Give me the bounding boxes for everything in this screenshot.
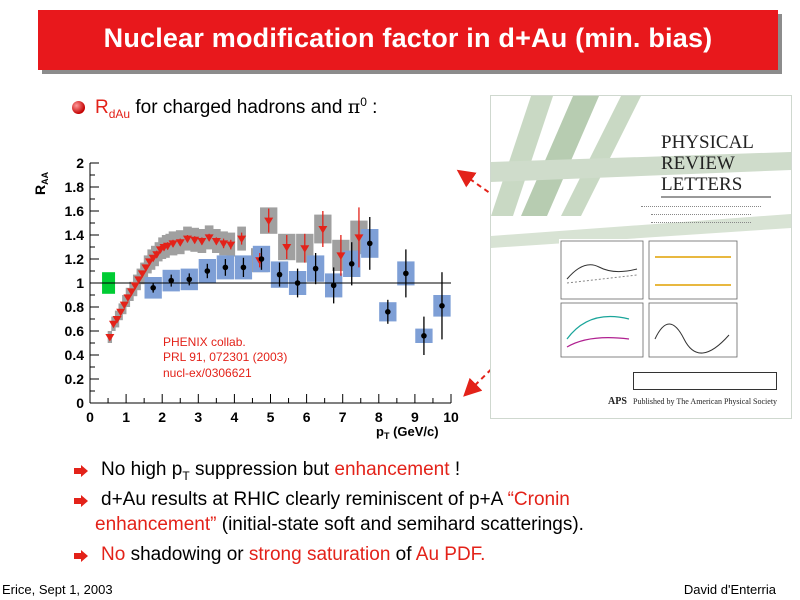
bullet-arrow-icon [74, 550, 88, 562]
bullet-3-red1: No [101, 544, 126, 565]
pi-superscript: 0 [360, 95, 367, 109]
bullet-1-mid: suppression but [189, 459, 335, 480]
bullet-arrow-icon [74, 465, 88, 477]
y-tick-label: 1.2 [64, 251, 84, 267]
x-tick-label: 10 [443, 409, 459, 425]
bullet-3-mid1: shadowing or [125, 544, 249, 565]
y-axis-label: $R_{AA}$ [32, 171, 50, 195]
annotation-collab: PHENIX collab. [163, 335, 246, 349]
r-subscript: dAu [108, 107, 131, 121]
y-tick-label: 0.2 [64, 371, 84, 387]
bullet-2-post: (initial-state soft and semihard scatterings). [216, 514, 584, 535]
x-tick-label: 7 [338, 409, 347, 425]
bullet-2-red2: enhancement” [95, 514, 217, 535]
x-tick-label: 1 [122, 409, 130, 425]
bullet-3-red2: strong saturation [248, 544, 391, 565]
y-tick-label: 1.8 [64, 179, 84, 195]
bullet-2-pre: d+Au results at RHIC clearly reminiscent of p+A [101, 489, 508, 510]
journal-thumbnail-plots [559, 239, 739, 359]
journal-title [661, 132, 754, 195]
x-tick-label: 0 [86, 409, 94, 425]
y-tick-label: 0.8 [64, 299, 84, 315]
x-tick-label: 3 [194, 409, 203, 425]
bullet-3-mid2: of [390, 544, 416, 565]
pi-symbol: π [347, 96, 361, 118]
bullet-1-pre: No high p [101, 459, 183, 480]
slide-title: Nuclear modification factor in d+Au (min. bias) [103, 23, 713, 53]
x-tick-label: 8 [374, 409, 383, 425]
intro-colon: : [366, 97, 378, 118]
y-tick-label: 2 [76, 155, 84, 171]
y-tick-label: 0 [76, 395, 84, 411]
annotation-reference: PRL 91, 072301 (2003) [163, 350, 288, 364]
x-tick-label: 6 [302, 409, 311, 425]
bullet-3 [101, 544, 485, 566]
journal-publisher: Published by The American Physical Society [633, 397, 778, 406]
bullet-1 [101, 459, 460, 483]
journal-title-line1: PHYSICAL [661, 132, 754, 153]
y-tick-label: 1 [76, 275, 84, 291]
x-tick-label: 4 [230, 409, 239, 425]
bullet-3-red3: Au PDF. [415, 544, 486, 565]
y-tick-label: 0.6 [64, 323, 84, 339]
bullet-2-line2 [95, 514, 584, 536]
journal-cover [490, 95, 792, 419]
y-tick-label: 1.6 [64, 203, 84, 219]
y-tick-label: 0.4 [64, 347, 84, 363]
bullet-1-sub: T [182, 469, 190, 483]
x-tick-label: 9 [411, 409, 419, 425]
annotation-arxiv: nucl-ex/0306621 [163, 366, 252, 380]
x-tick-label: 2 [158, 409, 167, 425]
journal-title-line3: LETTERS [661, 174, 743, 195]
r-symbol: R [95, 97, 109, 118]
journal-title-line2: REVIEW [661, 153, 735, 174]
intro-body: for charged hadrons and [130, 97, 348, 118]
bullet-2-red1: “Cronin [507, 489, 570, 510]
bullet-1-post: ! [449, 459, 461, 480]
aps-logo: APS [608, 396, 627, 407]
bullet-2-line1 [101, 489, 570, 511]
footer-left: Erice, Sept 1, 2003 [2, 582, 113, 597]
bullet-1-red: enhancement [334, 459, 450, 480]
x-tick-label: 5 [266, 409, 275, 425]
x-axis-label: $p_T$ (GeV/c) [376, 424, 439, 441]
bullet-arrow-icon [74, 495, 88, 507]
y-tick-label: 1.4 [64, 227, 84, 243]
footer-right: David d'Enterria [683, 582, 776, 597]
